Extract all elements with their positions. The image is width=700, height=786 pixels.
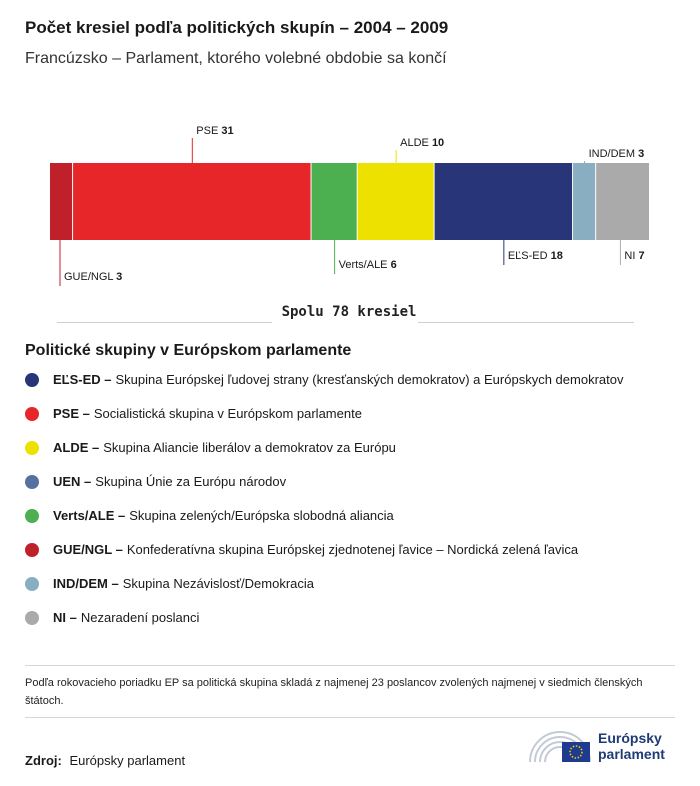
footer-divider-top <box>25 665 675 666</box>
legend-desc: Konfederatívna skupina Európskej zjednotenej ľavice – Nordická zelená ľavica <box>126 542 579 557</box>
legend-list <box>25 372 623 644</box>
chart-title: Počet kresiel podľa politických skupín – 2004 – 2009 <box>25 18 449 37</box>
data-label-ind-dem: IND/DEM 3 <box>588 148 645 160</box>
legend-abbr: PSE – <box>53 406 90 421</box>
legend-abbr: ALDE – <box>53 440 100 455</box>
source-value: Európsky parlament <box>69 753 186 768</box>
legend-abbr: IND/DEM – <box>53 576 119 591</box>
source-label: Zdroj: <box>25 753 62 768</box>
legend-item-ind-dem <box>25 576 623 610</box>
bar-segment-alde <box>358 163 434 240</box>
total-seats-label: Spolu 78 kresiel <box>281 304 417 320</box>
legend-abbr: GUE/NGL – <box>53 542 123 557</box>
data-label-e-s-ed: EĽS-ED 18 <box>507 250 563 262</box>
data-label-ni: NI 7 <box>624 250 645 262</box>
legend-dot-icon <box>25 441 39 455</box>
total-divider-left <box>57 322 272 323</box>
ep-logo <box>528 728 665 764</box>
legend-desc: Nezaradení poslanci <box>80 610 200 625</box>
logo-wordmark <box>598 730 665 762</box>
legend-item-alde <box>25 440 623 474</box>
legend-item-verts-ale <box>25 508 623 542</box>
hemicycle-flag-icon <box>528 728 592 764</box>
legend-desc: Socialistická skupina v Európskom parlamente <box>93 406 362 421</box>
legend-abbr: Verts/ALE – <box>53 508 126 523</box>
chart-subtitle: Francúzsko – Parlament, ktorého volebné obdobie sa končí <box>25 50 447 67</box>
legend-dot-icon <box>25 577 39 591</box>
legend-desc: Skupina Nezávislosť/Demokracia <box>122 576 315 591</box>
logo-line2: parlament <box>598 746 665 762</box>
legend-item-ni <box>25 610 623 644</box>
legend-dot-icon <box>25 611 39 625</box>
legend-desc: Skupina Únie za Európu národov <box>95 474 287 489</box>
legend-dot-icon <box>25 373 39 387</box>
data-label-pse: PSE 31 <box>196 125 234 137</box>
legend-dot-icon <box>25 509 39 523</box>
legend-dot-icon <box>25 543 39 557</box>
data-label-verts-ale: Verts/ALE 6 <box>338 259 397 271</box>
legend-item-els-ed <box>25 372 623 406</box>
bar-segment-ind-dem <box>573 163 595 240</box>
legend-abbr: NI – <box>53 610 77 625</box>
legend-item-gue-ngl <box>25 542 623 576</box>
legend-dot-icon <box>25 407 39 421</box>
legend-abbr: UEN – <box>53 474 92 489</box>
bar-segment-pse <box>73 163 310 240</box>
legend-item-uen <box>25 474 623 508</box>
legend-abbr: EĽS-ED – <box>53 372 112 387</box>
legend-dot-icon <box>25 475 39 489</box>
bar-segment-gue-ngl <box>50 163 72 240</box>
data-label-alde: ALDE 10 <box>400 137 445 149</box>
legend-desc: Skupina Aliancie liberálov a demokratov za Európu <box>103 440 396 455</box>
footer-divider-bottom <box>25 717 675 718</box>
bar-segment-verts-ale <box>312 163 357 240</box>
footer-note: Podľa rokovacieho poriadku EP sa politická skupina skladá z najmenej 23 poslancov zvolených najmenej v siedmich členských štátoch. <box>25 677 643 707</box>
stacked-bar-chart <box>0 0 700 345</box>
logo-line1: Európsky <box>598 730 662 746</box>
legend-desc: Skupina zelených/Európska slobodná aliancia <box>129 508 394 523</box>
legend-item-pse <box>25 406 623 440</box>
bar-segment-ni <box>596 163 649 240</box>
legend-desc: Skupina Európskej ľudovej strany (kresťanských demokratov) a Európskych demokratov <box>115 372 624 387</box>
legend-title: Politické skupiny v Európskom parlamente <box>25 342 352 359</box>
total-divider-right <box>418 322 634 323</box>
bar-segment-e-s-ed <box>435 163 572 240</box>
source-line <box>25 753 185 768</box>
data-label-gue-ngl: GUE/NGL 3 <box>64 271 123 283</box>
